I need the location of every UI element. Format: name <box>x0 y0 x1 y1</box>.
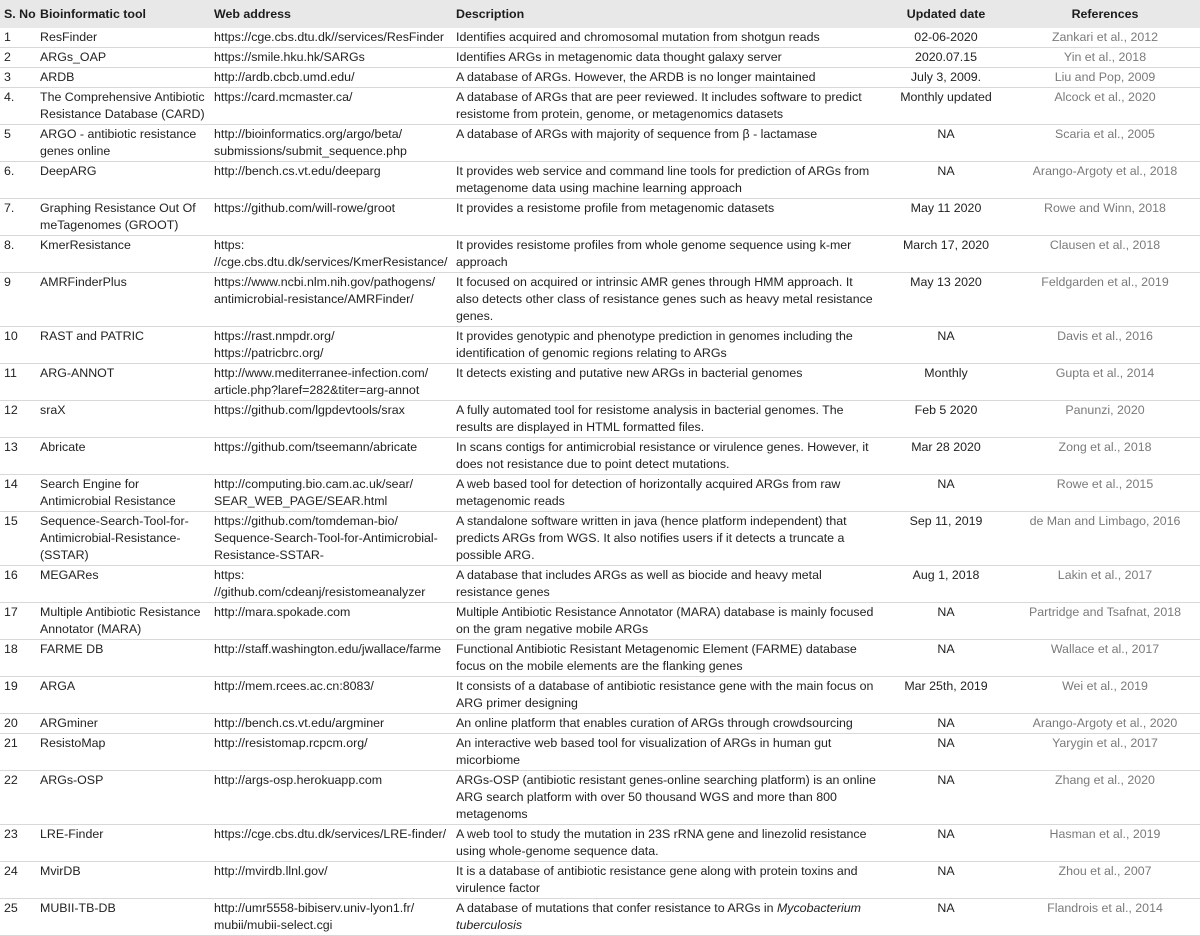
cell-description: A database of ARGs. However, the ARDB is no longer maintained <box>456 70 816 84</box>
cell-updated-date: Feb 5 2020 <box>914 403 978 417</box>
cell-tool: ResistoMap <box>40 736 106 750</box>
cell-sno: 25 <box>4 901 18 915</box>
cell-updated-date: NA <box>937 329 955 343</box>
cell-tool: sraX <box>40 403 66 417</box>
cell-sno: 23 <box>4 827 18 841</box>
cell-reference: Feldgarden et al., 2019 <box>1041 275 1169 289</box>
cell-description: A database of ARGs that are peer reviewed. It includes software to predict resistome from protein, genome, or metagenomics datasets <box>456 90 862 121</box>
table-row <box>0 236 1200 273</box>
cell-tool: ARGO - antibiotic resistance genes online <box>40 127 197 158</box>
cell-tool: FARME DB <box>40 642 104 656</box>
cell-description: It provides genotypic and phenotype prediction in genomes including the identification of genomic regions relating to ARGs <box>456 329 853 360</box>
cell-description: A database of ARGs with majority of sequence from β - lactamase <box>456 127 818 141</box>
cell-sno: 22 <box>4 773 18 787</box>
table-row <box>0 273 1200 327</box>
table-row <box>0 327 1200 364</box>
cell-reference: Arango-Argoty et al., 2020 <box>1032 716 1178 730</box>
cell-web-address: http://staff.washington.edu/jwallace/farme <box>214 642 442 656</box>
cell-updated-date: NA <box>937 827 955 841</box>
cell-description: Identifies ARGs in metagenomic data thought galaxy server <box>456 50 782 64</box>
cell-tool: DeepARG <box>40 164 97 178</box>
table-row <box>0 48 1200 68</box>
cell-sno: 14 <box>4 477 18 491</box>
header-sno: S. No <box>4 7 36 21</box>
cell-reference: Wei et al., 2019 <box>1062 679 1148 693</box>
table-row <box>0 125 1200 162</box>
cell-description: ARGs-OSP (antibiotic resistant genes-online searching platform) is an online ARG search platform with over 50 thousand WGS and more than 800 metagenoms <box>456 773 876 821</box>
cell-description: In scans contigs for antimicrobial resistance or virulence genes. However, it does not resistance due to point detect mutations. <box>456 440 869 471</box>
cell-tool: ResFinder <box>40 30 98 44</box>
cell-web-address: https://cge.cbs.dtu.dk/services/LRE-finder/ <box>214 827 447 841</box>
cell-reference: Flandrois et al., 2014 <box>1047 901 1163 915</box>
cell-updated-date: NA <box>937 901 955 915</box>
header-updated-date: Updated date <box>906 7 986 21</box>
table-row <box>0 899 1200 936</box>
cell-sno: 19 <box>4 679 18 693</box>
table-row <box>0 603 1200 640</box>
table-row <box>0 825 1200 862</box>
table-row <box>0 640 1200 677</box>
cell-description: A web tool to study the mutation in 23S rRNA gene and linezolid resistance using whole-genome sequence data. <box>456 827 867 858</box>
cell-updated-date: Sep 11, 2019 <box>909 514 983 528</box>
cell-sno: 1 <box>4 30 11 44</box>
table-row <box>0 162 1200 199</box>
cell-reference: Panunzi, 2020 <box>1065 403 1145 417</box>
cell-sno: 20 <box>4 716 18 730</box>
cell-reference: Partridge and Tsafnat, 2018 <box>1028 605 1181 619</box>
cell-web-address: https://rast.nmpdr.org/ https://patricbrc.org/ <box>214 329 335 360</box>
table-row <box>0 566 1200 603</box>
cell-description: Multiple Antibiotic Resistance Annotator (MARA) database is mainly focused on the gram negative mobile ARGs <box>456 605 874 636</box>
cell-tool: MUBII-TB-DB <box>40 901 116 915</box>
cell-updated-date: NA <box>937 127 955 141</box>
cell-tool: Graphing Resistance Out Of meTagenomes (GROOT) <box>40 201 196 232</box>
cell-web-address: http://bioinformatics.org/argo/beta/ submissions/submit_sequence.php <box>214 127 407 158</box>
cell-web-address: https://github.com/tomdeman-bio/ Sequence-Search-Tool-for-Antimicrobial- Resistance-SSTAR- <box>214 514 438 562</box>
cell-web-address: http://bench.cs.vt.edu/argminer <box>214 716 385 730</box>
cell-reference: Zankari et al., 2012 <box>1051 30 1159 44</box>
cell-web-address: http://resistomap.rcpcm.org/ <box>214 736 368 750</box>
cell-description: An online platform that enables curation of ARGs through crowdsourcing <box>456 716 853 730</box>
cell-description: It provides resistome profiles from whole genome sequence using k-mer approach <box>456 238 852 269</box>
cell-reference: Zong et al., 2018 <box>1058 440 1152 454</box>
cell-updated-date: Monthly updated <box>900 90 992 104</box>
cell-reference: Yin et al., 2018 <box>1063 50 1147 64</box>
header-description: Description <box>456 7 525 21</box>
table-row <box>0 438 1200 475</box>
cell-tool: AMRFinderPlus <box>40 275 127 289</box>
table-row <box>0 475 1200 512</box>
cell-reference: Rowe et al., 2015 <box>1056 477 1154 491</box>
cell-updated-date: 2020.07.15 <box>914 50 977 64</box>
table-row <box>0 401 1200 438</box>
cell-tool: ARGA <box>40 679 76 693</box>
cell-updated-date: NA <box>937 773 955 787</box>
table-row <box>0 68 1200 88</box>
cell-web-address: http://args-osp.herokuapp.com <box>214 773 383 787</box>
table-row <box>0 734 1200 771</box>
table-row <box>0 714 1200 734</box>
cell-reference: Clausen et al., 2018 <box>1049 238 1161 252</box>
cell-web-address: https://github.com/tseemann/abricate <box>214 440 418 454</box>
cell-sno: 17 <box>4 605 18 619</box>
table-row <box>0 88 1200 125</box>
cell-reference: Zhou et al., 2007 <box>1058 864 1152 878</box>
cell-sno: 18 <box>4 642 18 656</box>
table-row <box>0 677 1200 714</box>
cell-tool: KmerResistance <box>40 238 131 252</box>
cell-updated-date: Mar 25th, 2019 <box>904 679 988 693</box>
cell-web-address: https://card.mcmaster.ca/ <box>214 90 353 104</box>
cell-sno: 10 <box>4 329 18 343</box>
cell-web-address: http://computing.bio.cam.ac.uk/sear/ SEAR_WEB_PAGE/SEAR.html <box>214 477 414 508</box>
cell-web-address: https://www.ncbi.nlm.nih.gov/pathogens/ antimicrobial-resistance/AMRFinder/ <box>214 275 436 306</box>
cell-sno: 9 <box>4 275 11 289</box>
cell-updated-date: Monthly <box>924 366 968 380</box>
cell-sno: 3 <box>4 70 11 84</box>
header-web-address: Web address <box>214 7 291 21</box>
cell-reference: Scaria et al., 2005 <box>1055 127 1155 141</box>
cell-sno: 4. <box>4 90 15 104</box>
cell-updated-date: NA <box>937 164 955 178</box>
table-body <box>0 28 1200 936</box>
cell-description: It provides a resistome profile from metagenomic datasets <box>456 201 775 215</box>
cell-tool: Search Engine for Antimicrobial Resistance <box>40 477 176 508</box>
cell-tool: MvirDB <box>40 864 81 878</box>
cell-reference: Hasman et al., 2019 <box>1049 827 1161 841</box>
cell-sno: 13 <box>4 440 18 454</box>
table-row <box>0 862 1200 899</box>
cell-description: It detects existing and putative new ARGs in bacterial genomes <box>456 366 803 380</box>
cell-sno: 6. <box>4 164 15 178</box>
cell-updated-date: NA <box>937 736 955 750</box>
cell-web-address: http://www.mediterranee-infection.com/ article.php?laref=282&titer=arg-annot <box>214 366 429 397</box>
cell-web-address: http://umr5558-bibiserv.univ-lyon1.fr/ mubii/mubii-select.cgi <box>214 901 415 932</box>
cell-sno: 21 <box>4 736 18 750</box>
table-row <box>0 771 1200 825</box>
cell-description: A standalone software written in java (hence platform independent) that predicts ARGs from WGS. It also notifies users if it detects a truncate a possible ARG. <box>456 514 847 562</box>
cell-reference: Zhang et al., 2020 <box>1055 773 1155 787</box>
cell-web-address: http://mara.spokade.com <box>214 605 351 619</box>
cell-description: Functional Antibiotic Resistant Metagenomic Element (FARME) database focus on the mobile elements are the flanking genes <box>456 642 857 673</box>
cell-updated-date: May 11 2020 <box>910 201 982 215</box>
cell-web-address: https://github.com/will-rowe/groot <box>214 201 396 215</box>
cell-web-address: https://cge.cbs.dtu.dk//services/ResFinder <box>214 30 445 44</box>
cell-description: It is a database of antibiotic resistance gene along with protein toxins and virulence factor <box>456 864 858 895</box>
cell-web-address: http://ardb.cbcb.umd.edu/ <box>214 70 355 84</box>
cell-reference: Arango-Argoty et al., 2018 <box>1032 164 1178 178</box>
cell-description: An interactive web based tool for visualization of ARGs in human gut micorbiome <box>456 736 832 767</box>
cell-updated-date: March 17, 2020 <box>902 238 990 252</box>
cell-description: Identifies acquired and chromosomal mutation from shotgun reads <box>456 30 820 44</box>
cell-updated-date: NA <box>937 477 955 491</box>
cell-web-address: http://mem.rcees.ac.cn:8083/ <box>214 679 374 693</box>
cell-sno: 7. <box>4 201 15 215</box>
cell-tool: ARGs-OSP <box>40 773 104 787</box>
cell-tool: The Comprehensive Antibiotic Resistance Database (CARD) <box>40 90 205 121</box>
cell-tool: ARG-ANNOT <box>40 366 115 380</box>
cell-web-address: https://smile.hku.hk/SARGs <box>214 50 365 64</box>
cell-web-address: https: //github.com/cdeanj/resistomeanalyzer <box>214 568 426 599</box>
cell-sno: 5 <box>4 127 11 141</box>
cell-description: It consists of a database of antibiotic resistance gene with the main focus on ARG primer designing <box>456 679 874 710</box>
cell-description: A fully automated tool for resistome analysis in bacterial genomes. The results are displayed in HTML formatted files. <box>456 403 844 434</box>
cell-sno: 8. <box>4 238 15 252</box>
cell-description: It focused on acquired or intrinsic AMR genes through HMM approach. It also detects other class of resistance genes such as heavy metal resistance genes. <box>456 275 873 323</box>
cell-description: A database of mutations that confer resistance to ARGs in Mycobacterium tuberculosis <box>456 901 861 932</box>
cell-updated-date: 02-06-2020 <box>914 30 978 44</box>
cell-reference: Davis et al., 2016 <box>1057 329 1153 343</box>
cell-tool: RAST and PATRIC <box>40 329 144 343</box>
cell-updated-date: July 3, 2009. <box>910 70 982 84</box>
cell-tool: ARDB <box>40 70 75 84</box>
cell-sno: 15 <box>4 514 18 528</box>
cell-reference: Yarygin et al., 2017 <box>1052 736 1158 750</box>
table-header-row <box>0 0 1200 28</box>
cell-tool: Multiple Antibiotic Resistance Annotator (MARA) <box>40 605 201 636</box>
cell-tool: MEGARes <box>40 568 99 582</box>
cell-sno: 12 <box>4 403 18 417</box>
cell-tool: Abricate <box>40 440 86 454</box>
cell-web-address: https://github.com/lgpdevtools/srax <box>214 403 405 417</box>
cell-updated-date: Aug 1, 2018 <box>912 568 980 582</box>
cell-reference: Gupta et al., 2014 <box>1055 366 1155 380</box>
cell-sno: 24 <box>4 864 18 878</box>
table-row <box>0 199 1200 236</box>
cell-reference: Wallace et al., 2017 <box>1050 642 1160 656</box>
cell-tool: ARGminer <box>40 716 98 730</box>
cell-reference: Alcock et al., 2020 <box>1054 90 1156 104</box>
cell-tool: Sequence-Search-Tool-for-Antimicrobial-Resistance-(SSTAR) <box>40 514 189 562</box>
table-row <box>0 364 1200 401</box>
cell-web-address: http://mvirdb.llnl.gov/ <box>214 864 328 878</box>
cell-description: It provides web service and command line tools for prediction of ARGs from metagenome data using machine learning approach <box>456 164 870 195</box>
cell-tool: LRE-Finder <box>40 827 104 841</box>
table-row <box>0 512 1200 566</box>
cell-updated-date: NA <box>937 716 955 730</box>
cell-updated-date: NA <box>937 642 955 656</box>
cell-sno: 11 <box>4 366 17 380</box>
cell-description: A database that includes ARGs as well as biocide and heavy metal resistance genes <box>456 568 822 599</box>
cell-sno: 2 <box>4 50 11 64</box>
cell-updated-date: Mar 28 2020 <box>911 440 981 454</box>
cell-description: A web based tool for detection of horizontally acquired ARGs from raw metagenomic reads <box>456 477 841 508</box>
cell-updated-date: May 13 2020 <box>910 275 982 289</box>
cell-reference: de Man and Limbago, 2016 <box>1029 514 1181 528</box>
cell-tool: ARGs_OAP <box>40 50 107 64</box>
cell-web-address: https: //cge.cbs.dtu.dk/services/KmerResistance/ <box>214 238 448 269</box>
header-tool: Bioinformatic tool <box>40 7 147 21</box>
cell-reference: Liu and Pop, 2009 <box>1054 70 1156 84</box>
cell-web-address: http://bench.cs.vt.edu/deeparg <box>214 164 381 178</box>
cell-reference: Lakin et al., 2017 <box>1057 568 1153 582</box>
cell-reference: Rowe and Winn, 2018 <box>1044 201 1166 215</box>
table-row <box>0 28 1200 48</box>
cell-sno: 16 <box>4 568 18 582</box>
header-references: References <box>1071 7 1139 21</box>
cell-updated-date: NA <box>937 605 955 619</box>
cell-updated-date: NA <box>937 864 955 878</box>
